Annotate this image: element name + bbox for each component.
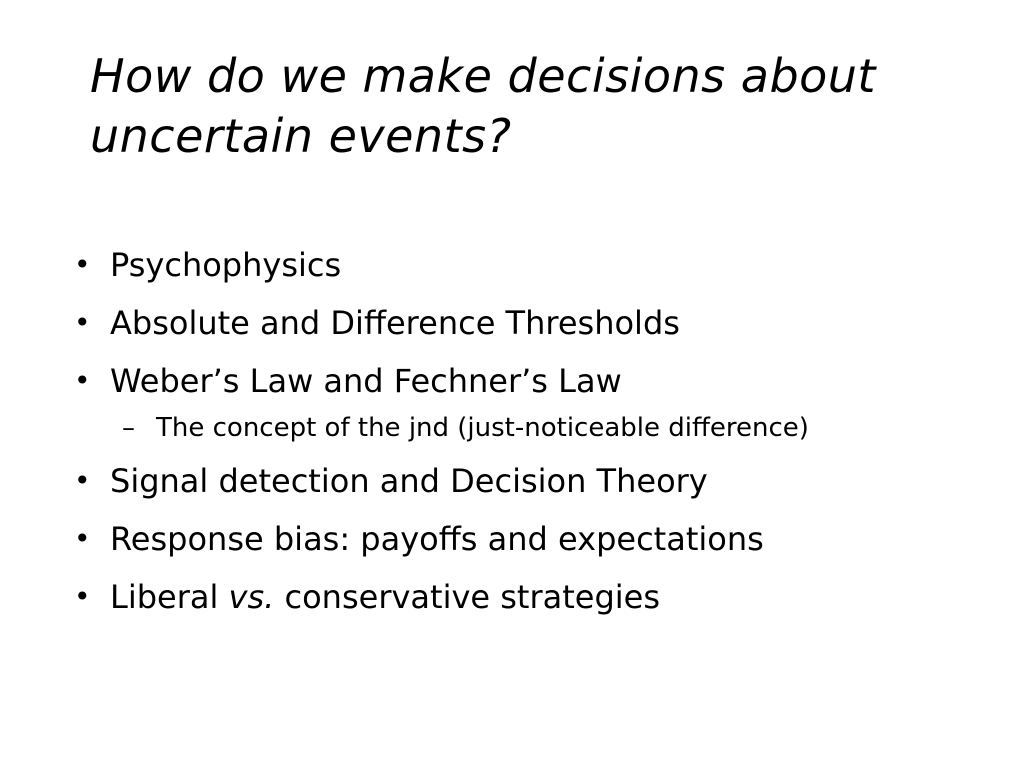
bullet-text: Absolute and Difference Thresholds bbox=[110, 304, 680, 342]
bullet-item-response-bias bbox=[70, 510, 1000, 568]
dash-icon: – bbox=[122, 413, 135, 443]
bullet-icon: • bbox=[74, 464, 91, 497]
slide-title-line-2: uncertain events? bbox=[90, 109, 512, 163]
bullet-text-italic: vs. bbox=[228, 578, 275, 616]
bullet-icon: • bbox=[74, 580, 91, 613]
bullet-text: Signal detection and Decision Theory bbox=[110, 462, 708, 500]
bullet-item-strategies bbox=[70, 568, 1000, 626]
bullet-item-signal-detection bbox=[70, 452, 1000, 510]
slide-title bbox=[90, 46, 990, 166]
bullet-text-part-1: Liberal bbox=[110, 578, 229, 616]
bullet-icon: • bbox=[74, 306, 91, 339]
sub-bullet-item-jnd bbox=[70, 404, 1000, 452]
bullet-text: Response bias: payoffs and expectations bbox=[110, 520, 764, 558]
bullet-icon: • bbox=[74, 522, 91, 555]
bullet-text bbox=[110, 578, 660, 616]
bullet-icon: • bbox=[74, 364, 91, 397]
bullet-item-psychophysics bbox=[70, 236, 1000, 294]
bullet-text-part-2: conservative strategies bbox=[274, 578, 661, 616]
bullet-text: Weber’s Law and Fechner’s Law bbox=[110, 362, 622, 400]
bullet-item-thresholds bbox=[70, 294, 1000, 352]
sub-bullet-text: The concept of the jnd (just-noticeable difference) bbox=[156, 413, 809, 443]
bullet-item-weber-fechner bbox=[70, 352, 1000, 410]
slide-title-line-1: How do we make decisions about bbox=[90, 49, 876, 103]
bullet-text: Psychophysics bbox=[110, 246, 342, 284]
bullet-list bbox=[70, 236, 1000, 626]
bullet-icon: • bbox=[74, 248, 91, 281]
